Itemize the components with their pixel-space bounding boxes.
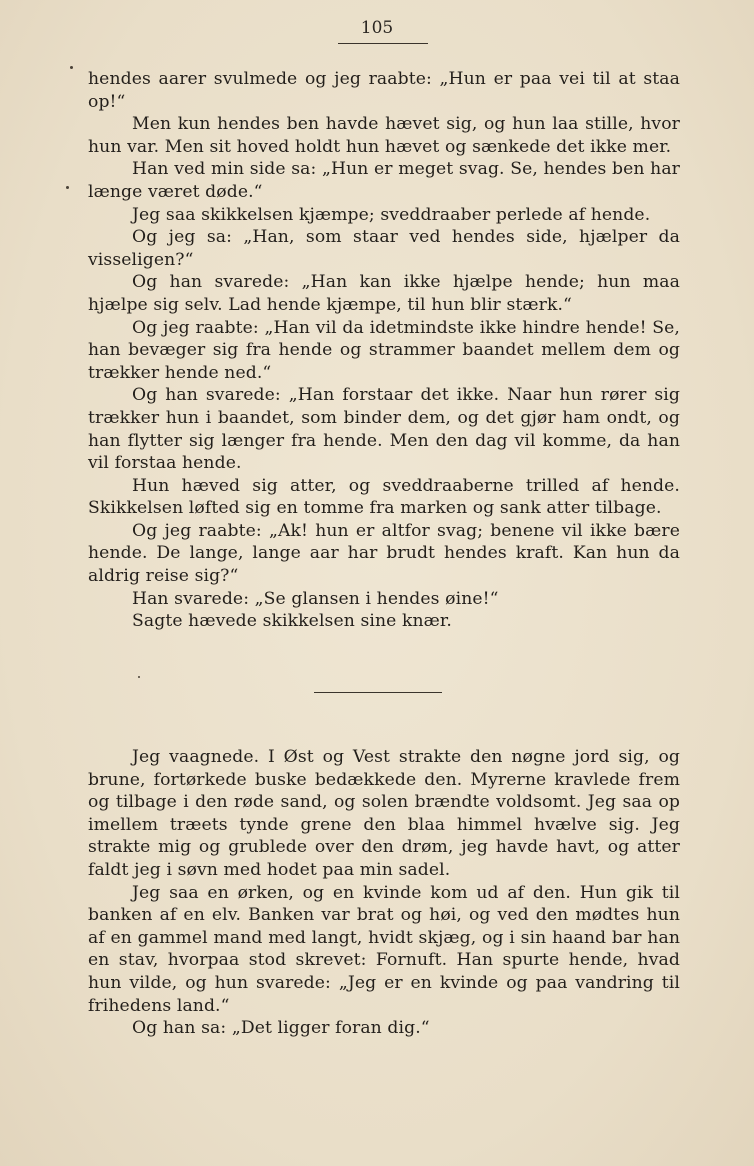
paragraph: Og jeg sa: „Han, som staar ved hendes side, hjælper da visseligen?“ [88, 227, 680, 270]
paragraph: Hun hæved sig atter, og sveddraaberne trilled af hende. Skikkelsen løfted sig en tomme fra marken og sank atter tilbage. [88, 475, 680, 519]
paragraph: Jeg saa en ørken, og en kvinde kom ud af den. Hun gik til banken af en elv. Banken var brat og høi, og ved den mødtes hun af en gammel mand med langt, hvidt skjæg, og i sin haand bar han en stav, hvorpaa stod skrevet: Fornuft. Han spurte hende, hvad hun vilde, og hun svarede: „Jeg er en kvinde og paa vandring til frihedens land.“ [88, 882, 680, 1016]
text-section-2 [88, 746, 680, 1040]
paper-speck [138, 676, 140, 678]
page-number-rule [338, 43, 428, 44]
paragraph: Sagte hævede skikkelsen sine knær. [132, 611, 452, 632]
paper-speck [70, 66, 73, 69]
paragraph: Jeg saa skikkelsen kjæmpe; sveddraaber perlede af hende. [132, 204, 651, 225]
paragraph: hendes aarer svulmede og jeg raabte: „Hun er paa vei til at staa op!“ [88, 69, 680, 112]
paragraph: Og jeg raabte: „Han vil da idetmindste ikke hindre hende! Se, han bevæger sig fra hende og strammer baandet mellem dem og trækker hende ned.“ [88, 317, 680, 383]
page-number: 105 [360, 18, 394, 38]
text-section-1 [88, 68, 680, 633]
paragraph: Jeg vaagnede. I Øst og Vest strakte den nøgne jord sig, og brune, fortørkede buske bedækkede den. Myrerne kravlede frem og tilbage i den røde sand, og solen brændte voldsomt. Jeg saa op imellem træets tynde grene den blaa himmel hvælve sig. Jeg strakte mig og grublede over den drøm, jeg havde havt, og atter faldt jeg i søvn med hodet paa min sadel. [88, 747, 680, 880]
paragraph: Han ved min side sa: „Hun er meget svag. Se, hendes ben har længe været døde.“ [88, 159, 680, 202]
section-divider [314, 692, 442, 693]
paper-speck [66, 186, 69, 189]
paragraph: Og han svarede: „Han kan ikke hjælpe hende; hun maa hjælpe sig selv. Lad hende kjæmpe, til hun blir stærk.“ [88, 272, 680, 315]
paragraph: Men kun hendes ben havde hævet sig, og hun laa stille, hvor hun var. Men sit hoved holdt hun hævet og sænkede det ikke mer. [88, 114, 680, 157]
paragraph: Og han sa: „Det ligger foran dig.“ [132, 1018, 430, 1039]
paragraph: Han svarede: „Se glansen i hendes øine!“ [132, 588, 499, 609]
paragraph: Og jeg raabte: „Ak! hun er altfor svag; benene vil ikke bære hende. De lange, lange aar har brudt hendes kraft. Kan hun da aldrig reise sig?“ [88, 520, 680, 587]
paragraph: Og han svarede: „Han forstaar det ikke. Naar hun rører sig trækker hun i baandet, som binder dem, og det gjør ham ondt, og han flytter sig længer fra hende. Men den dag vil komme, da han vil forstaa hende. [88, 385, 680, 474]
